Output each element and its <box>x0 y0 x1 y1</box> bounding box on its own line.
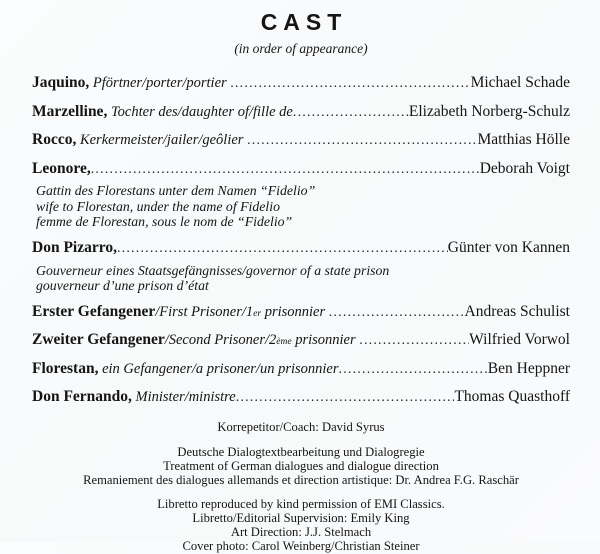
role-name: Don Pizarro, <box>32 239 117 257</box>
leader-dots <box>293 104 409 121</box>
role-name: Jaquino, <box>32 74 90 92</box>
dialogue-credit-line: Remaniement des dialogues allemands et direction artistique: Dr. Andrea F.G. Raschär <box>83 472 519 487</box>
note-line: gouverneur d’une prison d’état <box>36 278 209 294</box>
dialogue-credit-line: Treatment of German dialogues and dialogue direction <box>163 458 439 473</box>
role-description: prisonnier <box>291 332 360 349</box>
role-name: Zweiter Gefangener <box>32 331 165 349</box>
performer-name: Ben Heppner <box>487 359 570 377</box>
production-credit-line: Art Direction: J.J. Stelmach <box>230 525 372 540</box>
leader-dots <box>359 332 469 349</box>
production-credit-line: Cover photo: Carol Weinberg/Christian Steiner <box>182 538 420 553</box>
role-name: Don Fernando, <box>32 388 132 406</box>
role-description: Tochter des/daughter of/fille de <box>107 103 293 120</box>
production-credits <box>32 498 570 553</box>
page-subtitle: (in order of appearance) <box>234 41 368 57</box>
leader-dots <box>236 389 455 406</box>
production-credit-line: Libretto/Editorial Supervision: Emily King <box>192 511 410 526</box>
role-notes-leonore <box>36 183 570 230</box>
performer-name: Matthias Hölle <box>477 131 570 149</box>
cast-row-don-pizarro <box>32 239 570 257</box>
role-description: /Second Prisoner/2 <box>164 332 277 349</box>
cast-row-leonore <box>32 160 570 178</box>
cast-row-don-fernando <box>32 388 570 406</box>
leader-dots <box>329 304 465 321</box>
note-line: wife to Florestan, under the name of Fidelio <box>36 198 280 214</box>
note-line: Gattin des Florestans unter dem Namen “Fidelio” <box>36 183 316 199</box>
role-name: Florestan, <box>32 359 99 377</box>
performer-name: Andreas Schulist <box>464 302 570 320</box>
performer-name: Michael Schade <box>470 74 570 92</box>
dialogue-credits <box>32 446 570 487</box>
role-notes-don-pizarro <box>36 263 570 294</box>
cast-row-florestan <box>32 360 570 378</box>
note-line: femme de Florestan, sous le nom de “Fidelio” <box>36 214 293 230</box>
role-description: prisonnier <box>261 303 329 320</box>
role-description: Kerkermeister/jailer/geôlier <box>76 132 248 149</box>
note-line: Gouverneur eines Staatsgefängnisses/governor of a state prison <box>36 262 390 278</box>
leader-dots <box>117 240 448 257</box>
role-description: ein Gefangener/a prisoner/un prisonnier <box>98 360 339 377</box>
leader-dots <box>91 161 480 178</box>
cast-list <box>32 74 570 406</box>
leader-dots <box>247 132 477 149</box>
cast-row-marzelline <box>32 103 570 121</box>
role-description: Pförtner/porter/portier <box>89 75 231 92</box>
cast-row-zweiter-gefangener: Zweiter Gefangener /Second Prisoner/2 ème prisonnier ..... Wilfried Vorwol <box>32 331 570 349</box>
performer-name: Günter von Kannen <box>447 239 570 257</box>
role-name: Erster Gefangener <box>32 302 156 320</box>
cast-row-erster-gefangener: Erster Gefangener /First Prisoner/1 er prisonnier ..... Andreas Schulist <box>32 303 570 321</box>
role-name: Marzelline, <box>32 102 108 120</box>
cast-row-jaquino <box>32 74 570 92</box>
performer-name: Wilfried Vorwol <box>469 331 570 349</box>
role-name: Leonore, <box>32 159 91 177</box>
role-name: Rocco, <box>32 131 77 149</box>
role-description: /First Prisoner/1 <box>155 303 254 320</box>
performer-name: Elizabeth Norberg-Schulz <box>408 102 570 120</box>
role-description: Minister/ministre <box>131 389 236 406</box>
performer-name: Deborah Voigt <box>479 159 570 177</box>
leader-dots <box>339 361 488 378</box>
coach-credit: Korrepetitor/Coach: David Syrus <box>217 420 385 435</box>
leader-dots <box>230 75 470 92</box>
performer-name: Thomas Quasthoff <box>454 388 570 406</box>
footer-credits <box>32 421 570 553</box>
production-credit-line: Libretto reproduced by kind permission of EMI Classics. <box>157 497 445 512</box>
cast-row-rocco <box>32 131 570 149</box>
page-title: CAST <box>260 9 348 35</box>
dialogue-credit-line: Deutsche Dialogtextbearbeitung und Dialogregie <box>177 445 425 460</box>
